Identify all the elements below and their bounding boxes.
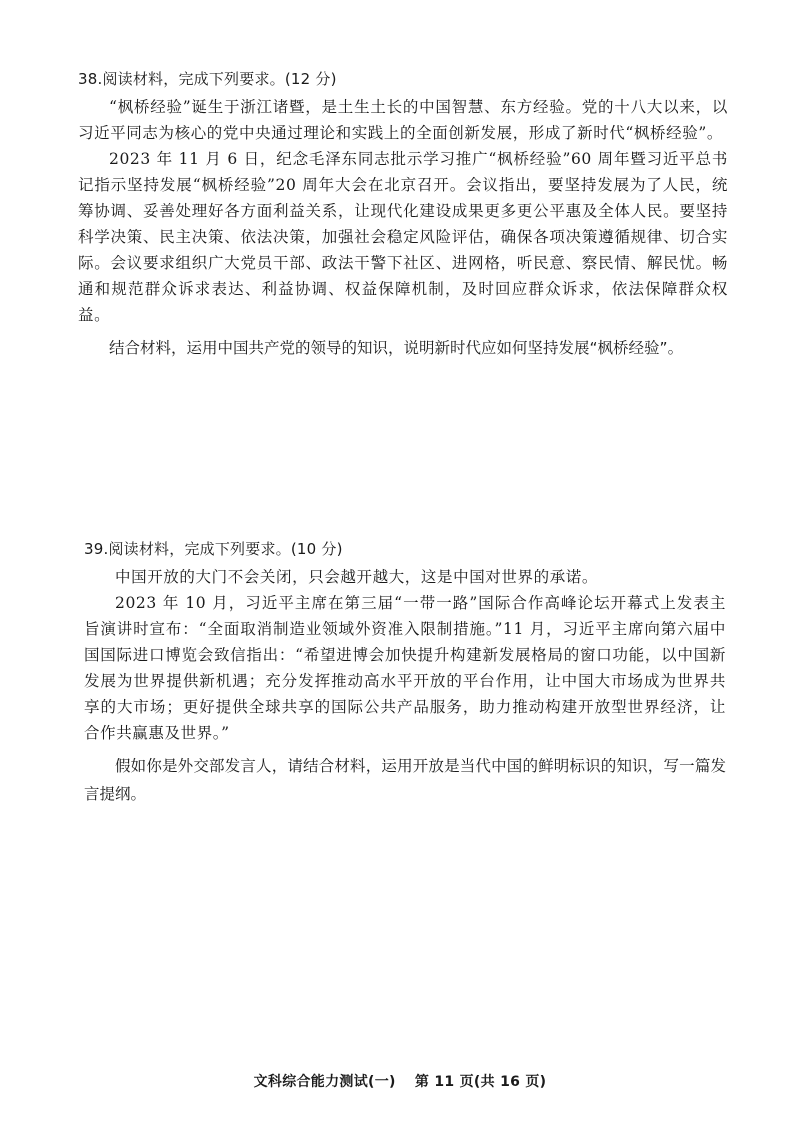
question-39-material-paragraph-2: 2023 年 10 月，习近平主席在第三届“一带一路”国际合作高峰论坛开幕式上发表主旨演讲时宣布：“全面取消制造业领域外资准入限制措施。”11 月，习近平主席向第六届中国国际进口博览会致信指出：“希望进博会加快提升构建新发展格局的窗口功能，以中国新发展为世界提供新机遇；充分发挥推动高水平开放的平台作用，让中国大市场成为世界共享的大市场；更好提供全球共享的国际公共产品服务，助力推动构建开放型世界经济，让合作共赢惠及世界。” [84, 594, 726, 742]
question-39 [84, 536, 726, 808]
exam-name: 文科综合能力测试(一) [253, 1074, 396, 1090]
question-38-task: 结合材料，运用中国共产党的领导的知识，说明新时代应如何坚持发展“枫桥经验”。 [109, 339, 684, 357]
question-38-title: 38.阅读材料，完成下列要求。(12 分) [78, 70, 337, 88]
question-39-material-paragraph-1: 中国开放的大门不会关闭，只会越开越大，这是中国对世界的承诺。 [115, 568, 599, 586]
question-38 [78, 66, 728, 362]
page-footer [0, 1071, 800, 1091]
question-39-title: 39.阅读材料，完成下列要求。(10 分) [84, 540, 343, 558]
question-38-material-paragraph-2: 2023 年 11 月 6 日，纪念毛泽东同志批示学习推广“枫桥经验”60 周年暨习近平总书记指示坚持发展“枫桥经验”20 周年大会在北京召开。会议指出，要坚持发展为了人民，统筹协调、妥善处理好各方面利益关系，让现代化建设成果更多更公平惠及全体人民。要坚持科学决策、民主决策、依法决策，加强社会稳定风险评估，确保各项决策遵循规律、切合实际。会议要求组织广大党员干部、政法干警下社区、进网格，听民意、察民情、解民忧。畅通和规范群众诉求表达、利益协调、权益保障机制，及时回应群众诉求，依法保障群众权益。 [78, 150, 728, 324]
question-38-material-paragraph-1: “枫桥经验”诞生于浙江诸暨，是土生土长的中国智慧、东方经验。党的十八大以来，以习近平同志为核心的党中央通过理论和实践上的全面创新发展，形成了新时代“枫桥经验”。 [78, 98, 728, 142]
page-number: 第 11 页(共 16 页) [414, 1074, 547, 1090]
question-39-task: 假如你是外交部发言人，请结合材料，运用开放是当代中国的鲜明标识的知识，写一篇发言提纲。 [84, 757, 726, 803]
